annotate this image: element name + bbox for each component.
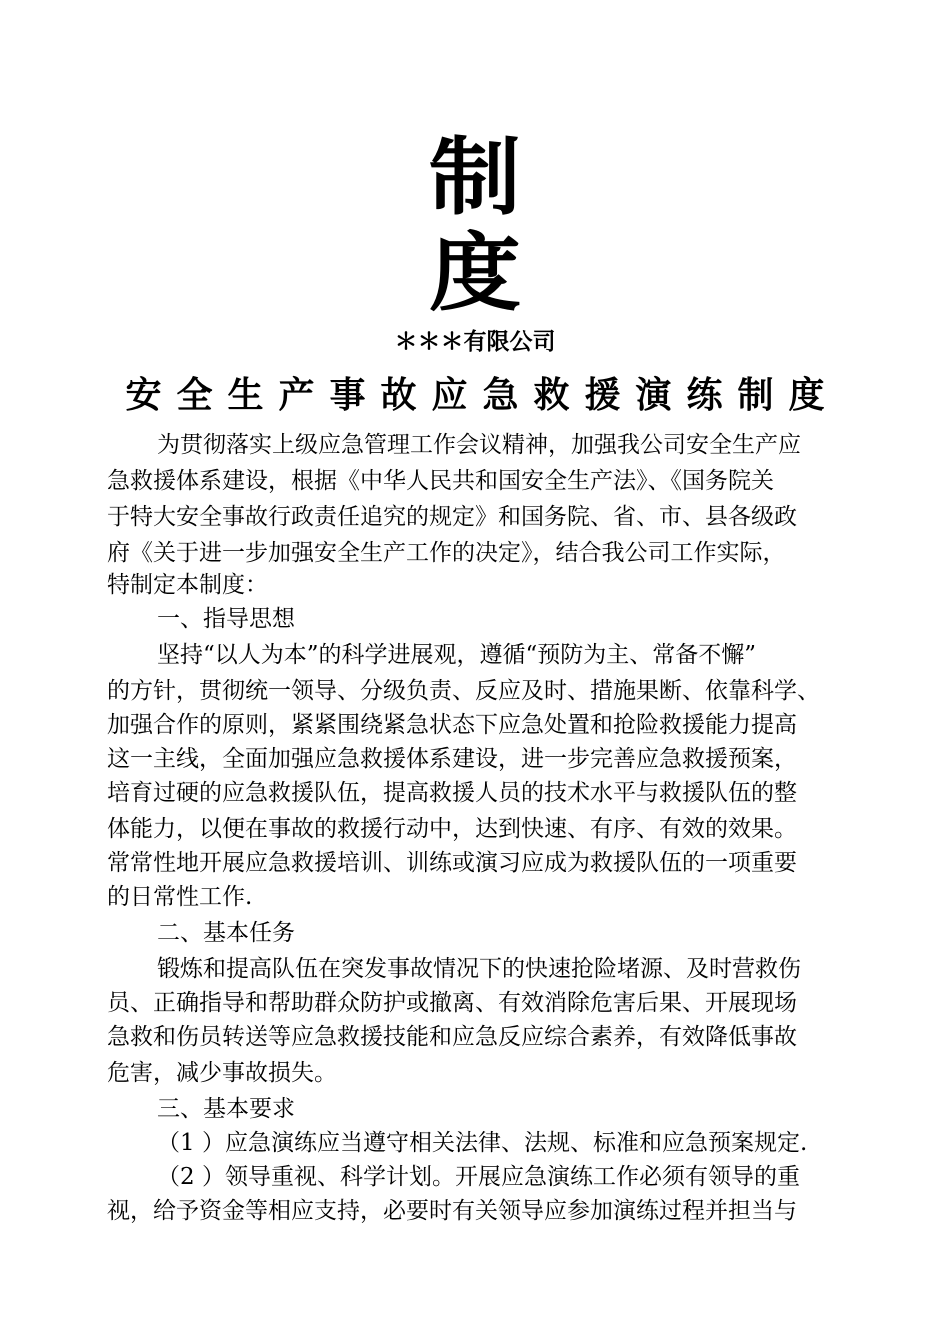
paragraph-line: 危害，减少事故损失。 — [107, 1060, 337, 1086]
paragraph-line: （1 ）应急演练应当遵守相关法律、法规、标准和应急预案规定. — [157, 1130, 808, 1156]
paragraph-line: 常常性地开展应急救援培训、训练或演习应成为救援队伍的一项重要 — [107, 850, 797, 876]
cover-char-2: 度 — [428, 224, 521, 323]
cover-char-1: 制 — [428, 128, 521, 227]
paragraph-line: 的日常性工作. — [107, 884, 253, 910]
document-title: 安全生产事故应急救援演练制度 — [125, 375, 840, 416]
paragraph-line: 急救和伤员转送等应急救援技能和应急反应综合素养，有效降低事故 — [107, 1024, 797, 1050]
paragraph-line: 为贯彻落实上级应急管理工作会议精神，加强我公司安全生产应 — [157, 432, 801, 458]
paragraph-line: 加强合作的原则，紧紧围绕紧急状态下应急处置和抢险救援能力提高 — [107, 712, 797, 738]
paragraph-line: 体能力，以便在事故的救援行动中，达到快速、有序、有效的效果。 — [107, 816, 797, 842]
section-heading: 一、指导思想 — [157, 606, 295, 632]
paragraph-line: 视，给予资金等相应支持，必要时有关领导应参加演练过程并担当与 — [107, 1198, 797, 1224]
paragraph-line: （2 ）领导重视、科学计划。开展应急演练工作必须有领导的重 — [157, 1164, 800, 1190]
paragraph-line: 急救援体系建设，根据《中华人民共和国安全生产法》、《国务院关 — [107, 468, 774, 494]
paragraph-line: 的方针，贯彻统一领导、分级负责、反应及时、措施果断、依靠科学、 — [107, 678, 820, 704]
company-name: ＊＊＊有限公司 — [394, 329, 556, 355]
paragraph-line: 培育过硬的应急救援队伍，提高救援人员的技术水平与救援队伍的整 — [107, 780, 797, 806]
paragraph-line: 特制定本制度： — [107, 572, 268, 598]
paragraph-line: 这一主线，全面加强应急救援体系建设，进一步完善应急救援预案， — [107, 746, 797, 772]
paragraph-line: 坚持“以人为本”的科学进展观，遵循“预防为主、常备不懈” — [157, 642, 757, 668]
section-heading: 三、基本要求 — [157, 1096, 295, 1122]
paragraph-line: 锻炼和提高队伍在突发事故情况下的快速抢险堵源、及时营救伤 — [157, 956, 801, 982]
paragraph-line: 员、正确指导和帮助群众防护或撤离、有效消除危害后果、开展现场 — [107, 990, 797, 1016]
paragraph-line: 于特大安全事故行政责任追究的规定》和国务院、省、市、县各级政 — [107, 504, 797, 530]
paragraph-line: 府《关于进一步加强安全生产工作的决定》，结合我公司工作实际， — [107, 540, 786, 566]
section-heading: 二、基本任务 — [157, 920, 295, 946]
